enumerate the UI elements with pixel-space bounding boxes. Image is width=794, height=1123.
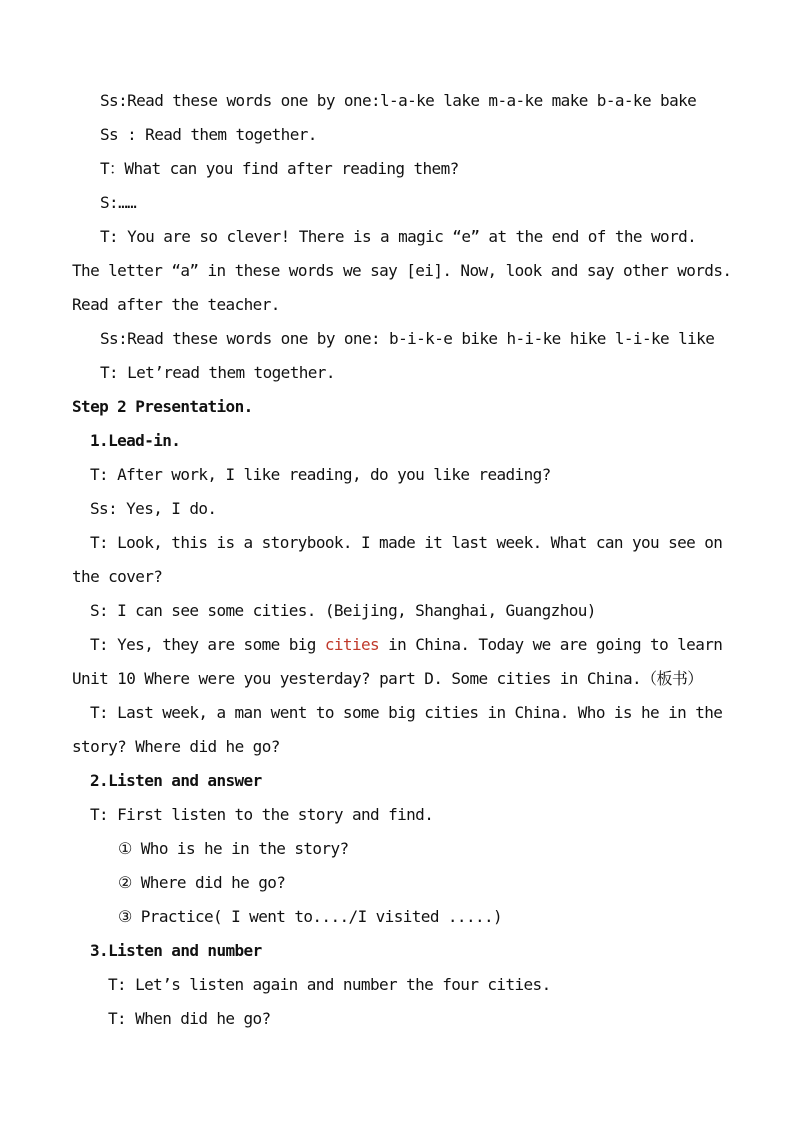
dialogue-line: T: Let’read them together. bbox=[100, 363, 335, 382]
dialogue-line bbox=[90, 635, 722, 655]
dialogue-line: story? Where did he go? bbox=[72, 737, 280, 756]
dialogue-line: Unit 10 Where were you yesterday? part D. Some cities in China.（板书） bbox=[72, 669, 703, 688]
dialogue-line: T: You are so clever! There is a magic “e” at the end of the word. bbox=[100, 227, 697, 246]
dialogue-line: T: Let’s listen again and number the four cities. bbox=[108, 975, 551, 994]
subheading-listen-number: 3.Listen and number bbox=[90, 941, 262, 960]
dialogue-line: T: Look, this is a storybook. I made it last week. What can you see on bbox=[90, 533, 723, 552]
dialogue-text: in China. Today we are going to learn bbox=[379, 635, 723, 654]
question-item: ① Who is he in the story? bbox=[118, 839, 349, 858]
dialogue-line: T: When did he go? bbox=[108, 1009, 271, 1028]
dialogue-line: The letter “a” in these words we say [ei]. Now, look and say other words. bbox=[72, 261, 732, 280]
dialogue-line: Read after the teacher. bbox=[72, 295, 280, 314]
highlighted-word: cities bbox=[324, 635, 380, 654]
subheading-lead-in: 1.Lead-in. bbox=[90, 431, 181, 450]
subheading-listen-answer: 2.Listen and answer bbox=[90, 771, 262, 790]
dialogue-line: Ss:Read these words one by one:l-a-ke lake m-a-ke make b-a-ke bake bbox=[100, 91, 697, 110]
dialogue-line: S:…… bbox=[100, 193, 137, 212]
dialogue-line: S: I can see some cities. (Beijing, Shanghai, Guangzhou) bbox=[90, 601, 596, 620]
dialogue-line: T: First listen to the story and find. bbox=[90, 805, 434, 824]
dialogue-line: T：What can you find after reading them? bbox=[100, 159, 459, 178]
question-item: ② Where did he go? bbox=[118, 873, 286, 892]
dialogue-line: T: Last week, a man went to some big cities in China. Who is he in the bbox=[90, 703, 723, 722]
dialogue-text: T: Yes, they are some big bbox=[90, 635, 325, 654]
dialogue-line: Ss:Read these words one by one: b-i-k-e bike h-i-ke hike l-i-ke like bbox=[100, 329, 715, 348]
question-item: ③ Practice( I went to..../I visited .....) bbox=[118, 907, 503, 926]
dialogue-line: Ss : Read them together. bbox=[100, 125, 317, 144]
dialogue-line: the cover? bbox=[72, 567, 163, 586]
dialogue-line: Ss: Yes, I do. bbox=[90, 499, 217, 518]
section-heading-step2: Step 2 Presentation. bbox=[72, 397, 253, 416]
dialogue-line: T: After work, I like reading, do you like reading? bbox=[90, 465, 551, 484]
